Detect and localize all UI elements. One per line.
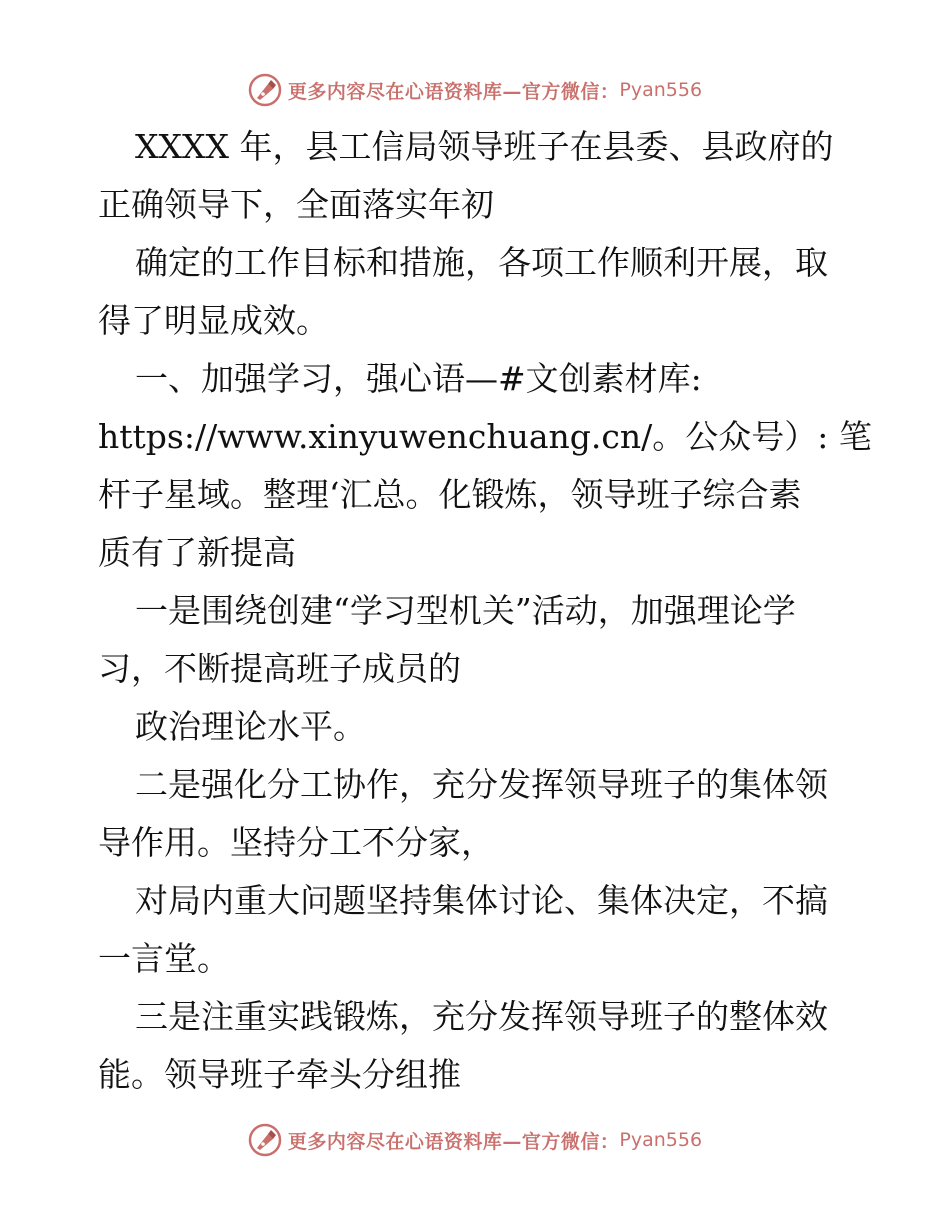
- paragraph-line: 一言堂。: [98, 939, 230, 978]
- paragraph-line: 对局内重大问题坚持集体讨论、集体决定，不搞: [135, 881, 828, 920]
- paragraph-line: 政治理论水平。: [135, 707, 366, 746]
- section-heading-line: 一、加强学习，强心语—#文创素材库:: [135, 359, 702, 398]
- watermark-text: 更多内容尽在心语资料库—官方微信：: [287, 1130, 620, 1153]
- watermark-text: 更多内容尽在心语资料库—官方微信：: [287, 80, 620, 103]
- paragraph-line: https://www.xinyuwenchuang.cn/。公众号）: 笔: [98, 417, 872, 456]
- paragraph-line: 三是注重实践锻炼，充分发挥领导班子的整体效: [135, 997, 828, 1036]
- paragraph-line: 一是围绕创建“学习型机关”活动，加强理论学: [135, 591, 796, 630]
- header-watermark: [0, 70, 950, 110]
- paragraph-line: 二是强化分工协作，充分发挥领导班子的集体领: [135, 765, 828, 804]
- paragraph-line: 确定的工作目标和措施，各项工作顺利开展，取: [135, 243, 828, 282]
- document-body: [98, 118, 872, 1104]
- watermark-handle: Pyan556: [619, 1129, 703, 1151]
- paragraph-line: 正确领导下，全面落实年初: [98, 185, 494, 224]
- paragraph-line: 习，不断提高班子成员的: [98, 649, 461, 688]
- pen-nib-logo-icon: [248, 1123, 282, 1157]
- paragraph-line: 质有了新提高: [98, 533, 296, 572]
- paragraph-line: 导作用。坚持分工不分家，: [98, 823, 494, 862]
- paragraph-line: XXXX 年，县工信局领导班子在县委、县政府的: [135, 127, 834, 166]
- paragraph-line: 杆子星域。整理‘汇总。化锻炼，领导班子综合素: [98, 475, 802, 514]
- pen-nib-logo-icon: [248, 73, 282, 107]
- footer-watermark: [0, 1120, 950, 1160]
- watermark-handle: Pyan556: [619, 79, 703, 101]
- paragraph-line: 得了明显成效。: [98, 301, 329, 340]
- paragraph-line: 能。领导班子牵头分组推: [98, 1055, 461, 1094]
